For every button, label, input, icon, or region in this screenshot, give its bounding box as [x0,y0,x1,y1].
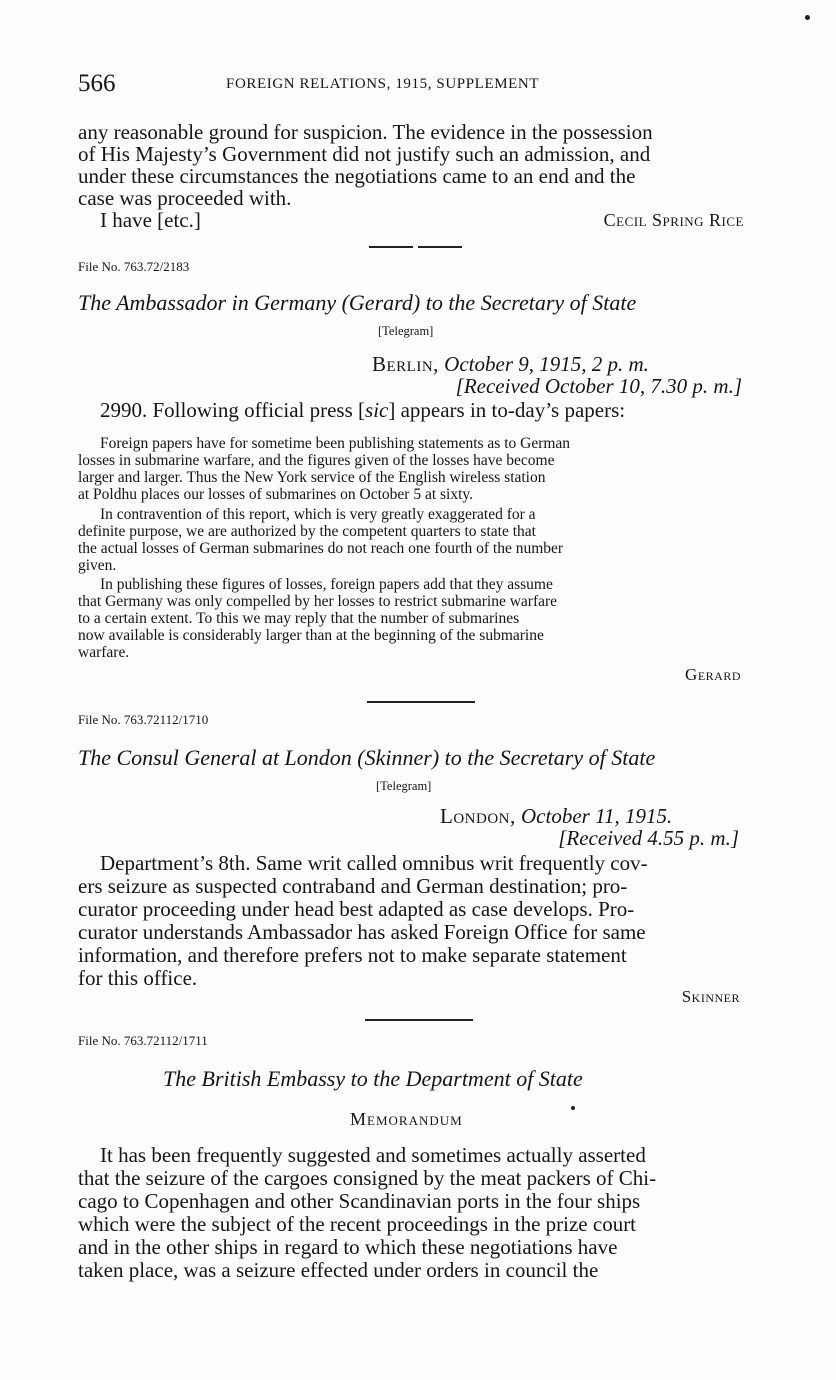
continuation-line-4: case was proceeded with. [78,186,292,210]
memo-line-4: which were the subject of the recent proceedings in the prize court [78,1212,637,1236]
quote-line-2: losses in submarine warfare, and the figures given of the losses have become [78,452,555,469]
section-divider [418,246,462,248]
body-line-1: Department’s 8th. Same writ called omnibus writ frequently cov- [100,851,648,875]
file-number: File No. 763.72/2183 [78,259,190,274]
received-note: [Received 4.55 p. m.] [558,826,739,850]
telegram-label: [Telegram] [378,324,434,338]
date: October 11, 1915. [521,804,673,828]
memo-line-2: that the seizure of the cargoes consigned by the meat packers of Chi- [78,1166,657,1190]
date: October 9, 1915, 2 p. m. [444,352,649,376]
quote-line-4: at Poldhu places our losses of submarines on October 5 at sixty. [78,486,474,503]
quote-line-12: now available is considerably larger than at the beginning of the submarine [78,627,544,644]
page-number: 566 [78,70,116,97]
continuation-line-1: any reasonable ground for suspicion. The evidence in the possession [78,120,653,144]
body-line-3: curator proceeding under head best adapted as case develops. Pro- [78,897,635,921]
place: London, [440,804,516,828]
quote-line-13: warfare. [78,644,130,661]
place: Berlin, [372,352,439,376]
memorandum-title: Memorandum [350,1109,463,1129]
quote-line-3: larger and larger. Thus the New York service of the English wireless station [78,469,546,486]
continuation-line-3: under these circumstances the negotiations came to an end and the [78,164,636,188]
body-line-5: information, and therefore prefers not to make separate statement [78,943,627,967]
running-title: FOREIGN RELATIONS, 1915, SUPPLEMENT [226,76,540,92]
body-line-4: curator understands Ambassador has asked Foreign Office for same [78,920,646,944]
quote-line-8: given. [78,557,117,574]
file-number: File No. 763.72112/1711 [78,1033,208,1048]
ink-speck [571,1106,575,1110]
telegram-number: 2990. [100,398,148,422]
quote-line-6: definite purpose, we are authorized by the competent quarters to state that [78,523,536,540]
quote-line-5: In contravention of this report, which is very greatly exaggerated for a [100,506,536,523]
sic-marker: sic [365,398,389,422]
section-divider [367,701,475,703]
intro-text-end: ] appears in to-day’s papers: [388,398,626,422]
closing-formula: I have [etc.] [100,208,201,232]
document-heading: The British Embassy to the Department of State [163,1066,583,1091]
quote-line-7: the actual losses of German submarines do not reach one fourth of the number [78,540,564,557]
ink-speck [805,15,810,20]
section-divider [369,246,413,248]
received-note: [Received October 10, 7.30 p. m.] [455,374,742,398]
signature-spring-rice: Cecil Spring Rice [603,210,744,230]
signature-gerard: Gerard [685,665,741,684]
quote-line-10: that Germany was only compelled by her losses to restrict submarine warfare [78,593,558,610]
body-line-6: for this office. [78,966,198,990]
quote-line-1: Foreign papers have for sometime been publishing statements as to German [100,435,571,452]
memo-line-3: cago to Copenhagen and other Scandinavian ports in the four ships [78,1189,641,1213]
memo-line-5: and in the other ships in regard to which these negotiations have [78,1235,618,1259]
quote-line-9: In publishing these figures of losses, foreign papers add that they assume [100,576,553,593]
document-heading: The Ambassador in Germany (Gerard) to the Secretary of State [78,290,637,315]
signature-skinner: Skinner [681,987,740,1006]
memo-line-6: taken place, was a seizure effected under orders in council the [78,1258,599,1282]
telegram-label: [Telegram] [376,779,432,793]
document-heading: The Consul General at London (Skinner) to the Secretary of State [78,745,656,770]
quote-line-11: to a certain extent. To this we may reply that the number of submarines [78,610,520,627]
section-divider [365,1019,473,1021]
file-number: File No. 763.72112/1710 [78,712,209,727]
body-line-2: ers seizure as suspected contraband and German destination; pro- [78,874,628,898]
memo-line-1: It has been frequently suggested and sometimes actually asserted [100,1143,646,1167]
intro-text: Following official press [ [152,398,366,422]
telegram-intro [100,399,625,421]
continuation-line-2: of His Majesty’s Government did not justify such an admission, and [78,142,651,166]
